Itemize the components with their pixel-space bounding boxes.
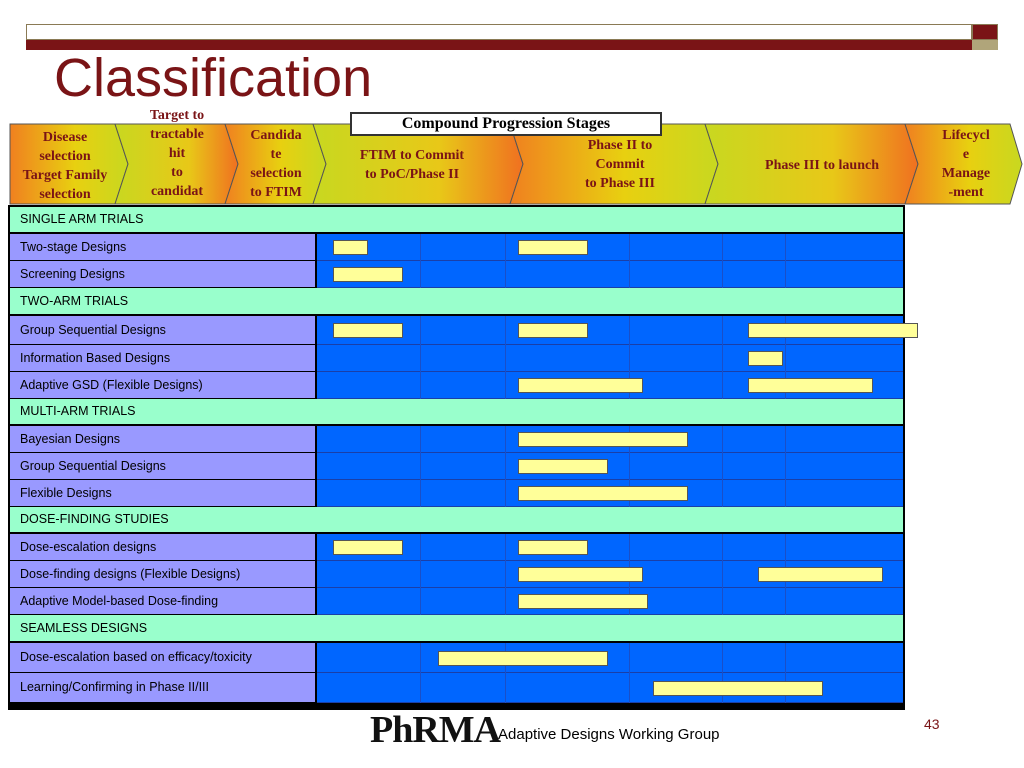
timeline-divider xyxy=(722,643,723,673)
timeline-divider xyxy=(505,426,506,453)
timeline-divider xyxy=(722,588,723,615)
timeline-divider xyxy=(722,261,723,288)
design-row-label: Learning/Confirming in Phase II/III xyxy=(10,673,317,703)
timeline-divider xyxy=(505,234,506,261)
page-number: 43 xyxy=(924,716,940,732)
applicability-bar xyxy=(518,540,588,555)
stage-label-3: Candida te selection to FTIM xyxy=(250,128,302,200)
timeline-divider xyxy=(722,561,723,588)
applicability-bar xyxy=(333,323,403,338)
applicability-bar xyxy=(748,378,873,393)
timeline-divider xyxy=(420,316,421,345)
timeline-divider xyxy=(722,316,723,345)
applicability-bar xyxy=(518,323,588,338)
timeline-divider xyxy=(722,534,723,561)
timeline-divider xyxy=(505,534,506,561)
design-row-label: Dose-escalation designs xyxy=(10,534,317,561)
top-rule xyxy=(26,24,972,40)
timeline-divider xyxy=(420,345,421,372)
applicability-bar xyxy=(748,323,918,338)
timeline-divider xyxy=(420,588,421,615)
applicability-bar xyxy=(333,267,403,282)
timeline-divider xyxy=(629,345,630,372)
timeline-divider xyxy=(420,643,421,673)
applicability-bar xyxy=(518,378,643,393)
timeline-divider xyxy=(420,453,421,480)
timeline-divider xyxy=(629,261,630,288)
timeline-divider xyxy=(629,673,630,703)
section-header: TWO-ARM TRIALS xyxy=(10,288,903,316)
stage-label-1: Disease selection Target Family selection xyxy=(22,130,108,202)
section-header: SEAMLESS DESIGNS xyxy=(10,615,903,643)
timeline-divider xyxy=(505,261,506,288)
timeline-divider xyxy=(785,453,786,480)
timeline-cell xyxy=(317,345,903,372)
timeline-cell xyxy=(317,643,903,673)
timeline-divider xyxy=(505,588,506,615)
stage-label-6: Phase III to launch xyxy=(765,158,879,173)
design-row-label: Two-stage Designs xyxy=(10,234,317,261)
design-row-label: Screening Designs xyxy=(10,261,317,288)
timeline-divider xyxy=(505,345,506,372)
timeline-divider xyxy=(629,234,630,261)
applicability-bar xyxy=(518,240,588,255)
applicability-bar xyxy=(333,240,368,255)
timeline-divider xyxy=(785,234,786,261)
applicability-bar xyxy=(518,567,643,582)
timeline-divider xyxy=(505,316,506,345)
applicability-bar xyxy=(518,459,608,474)
timeline-divider xyxy=(722,426,723,453)
timeline-divider xyxy=(629,453,630,480)
timeline-divider xyxy=(629,643,630,673)
timeline-divider xyxy=(505,561,506,588)
applicability-bar xyxy=(333,540,403,555)
timeline-divider xyxy=(505,372,506,399)
phrma-logo: PhRMA xyxy=(370,709,501,751)
timeline-divider xyxy=(785,480,786,507)
design-row-label: Information Based Designs xyxy=(10,345,317,372)
timeline-divider xyxy=(722,480,723,507)
timeline-divider xyxy=(722,372,723,399)
stage-header: Compound Progression Stages xyxy=(350,112,662,136)
applicability-bar xyxy=(758,567,883,582)
design-row-label: Dose-escalation based on efficacy/toxicity xyxy=(10,643,317,673)
timeline-divider xyxy=(420,234,421,261)
design-row-label: Adaptive Model-based Dose-finding xyxy=(10,588,317,615)
timeline-divider xyxy=(505,673,506,703)
timeline-divider xyxy=(420,534,421,561)
section-header: MULTI-ARM TRIALS xyxy=(10,399,903,426)
timeline-divider xyxy=(722,345,723,372)
applicability-bar xyxy=(653,681,823,696)
timeline-divider xyxy=(785,534,786,561)
applicability-bar xyxy=(518,486,688,501)
design-row-label: Group Sequential Designs xyxy=(10,453,317,480)
stage-label-5: Phase II to Commit to Phase III xyxy=(584,138,655,191)
timeline-cell xyxy=(317,453,903,480)
working-group-label: Adaptive Designs Working Group xyxy=(498,726,720,743)
section-header: SINGLE ARM TRIALS xyxy=(10,207,903,234)
timeline-divider xyxy=(785,643,786,673)
stage-label-2: Target to tractable hit to candidat xyxy=(149,108,205,199)
timeline-divider xyxy=(785,261,786,288)
stage-label-4: FTIM to Commit to PoC/Phase II xyxy=(359,148,465,182)
applicability-bar xyxy=(518,432,688,447)
timeline-divider xyxy=(722,234,723,261)
timeline-cell xyxy=(317,234,903,261)
applicability-bar xyxy=(438,651,608,666)
timeline-divider xyxy=(629,316,630,345)
design-row-label: Bayesian Designs xyxy=(10,426,317,453)
slide-title: Classification xyxy=(54,48,373,108)
timeline-divider xyxy=(420,372,421,399)
applicability-bar xyxy=(748,351,783,366)
timeline-divider xyxy=(420,261,421,288)
timeline-divider xyxy=(785,588,786,615)
design-row-label: Dose-finding designs (Flexible Designs) xyxy=(10,561,317,588)
timeline-divider xyxy=(420,673,421,703)
timeline-divider xyxy=(505,480,506,507)
timeline-divider xyxy=(420,480,421,507)
design-classification-table xyxy=(8,205,905,710)
design-row-label: Adaptive GSD (Flexible Designs) xyxy=(10,372,317,399)
timeline-divider xyxy=(420,561,421,588)
corner-square-dark xyxy=(972,24,998,40)
timeline-divider xyxy=(722,453,723,480)
design-row-label: Flexible Designs xyxy=(10,480,317,507)
timeline-divider xyxy=(505,453,506,480)
stage-label-7: Lifecycl e Manage -ment xyxy=(941,128,991,200)
applicability-bar xyxy=(518,594,648,609)
timeline-divider xyxy=(420,426,421,453)
design-row-label: Group Sequential Designs xyxy=(10,316,317,345)
timeline-cell xyxy=(317,261,903,288)
timeline-divider xyxy=(785,345,786,372)
timeline-cell xyxy=(317,534,903,561)
timeline-divider xyxy=(629,534,630,561)
corner-square-light xyxy=(972,40,998,50)
timeline-divider xyxy=(785,426,786,453)
section-header: DOSE-FINDING STUDIES xyxy=(10,507,903,534)
